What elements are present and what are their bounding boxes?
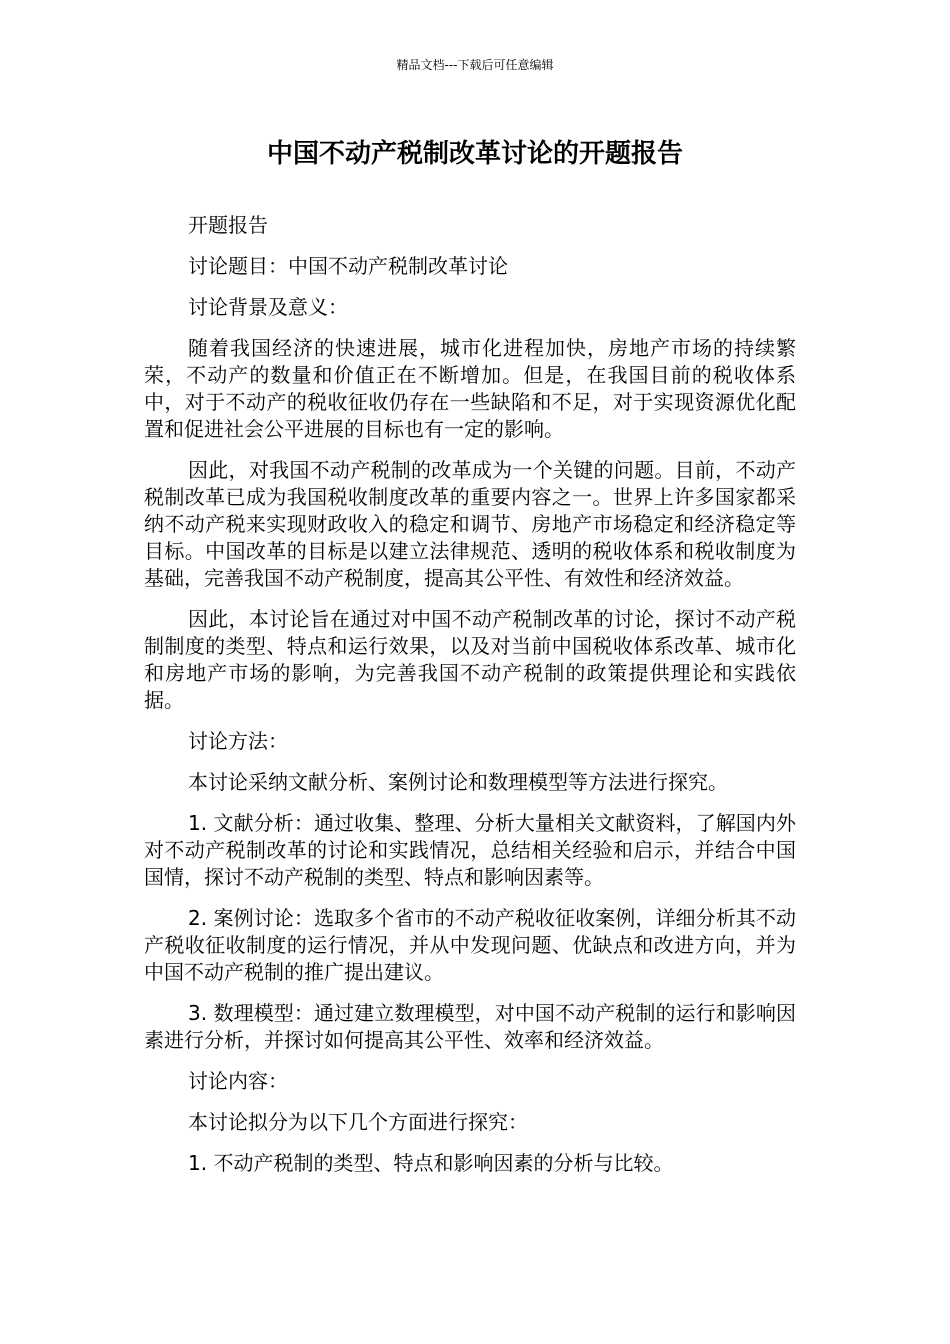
paragraph-content-heading: 讨论内容： [188, 1069, 288, 1093]
header-note: 精品文档---下载后可任意编辑 [396, 58, 554, 72]
document-body [144, 212, 796, 1191]
paragraph-background-heading: 讨论背景及意义： [188, 295, 348, 319]
paragraph-background-2: 因此，对我国不动产税制的改革成为一个关键的问题。目前，不动产税制改革已成为我国税收制度改革的重要内容之一。世界上许多国家都采纳不动产税来实现财政收入的稳定和调节、房地产市场稳定和经济稳定等目标。中国改革的目标是以建立法律规范、透明的税收体系和税收制度为基础，完善我国不动产税制度，提高其公平性、有效性和经济效益。 [144, 458, 796, 590]
paragraph-topic: 讨论题目：中国不动产税制改革讨论 [188, 254, 508, 278]
paragraph-method-intro: 本讨论采纳文献分析、案例讨论和数理模型等方法进行探究。 [188, 770, 728, 794]
paragraph-method-3: 3. 数理模型：通过建立数理模型，对中国不动产税制的运行和影响因素进行分析，并探讨如何提高其公平性、效率和经济效益。 [144, 1001, 796, 1052]
paragraph-content-1: 1. 不动产税制的类型、特点和影响因素的分析与比较。 [188, 1151, 674, 1175]
document-title: 中国不动产税制改革讨论的开题报告 [266, 139, 683, 169]
paragraph-method-1: 1. 文献分析：通过收集、整理、分析大量相关文献资料，了解国内外对不动产税制改革的讨论和实践情况，总结相关经验和启示，并结合中国国情，探讨不动产税制的类型、特点和影响因素等。 [144, 811, 796, 889]
paragraph-report-label: 开题报告 [188, 213, 268, 237]
paragraph-method-2: 2. 案例讨论：选取多个省市的不动产税收征收案例，详细分析其不动产税收征收制度的运行情况，并从中发现问题、优缺点和改进方向，并为中国不动产税制的推广提出建议。 [144, 906, 796, 984]
paragraph-content-intro: 本讨论拟分为以下几个方面进行探究： [188, 1110, 528, 1134]
paragraph-method-heading: 讨论方法： [188, 729, 288, 753]
paragraph-background-3: 因此，本讨论旨在通过对中国不动产税制改革的讨论，探讨不动产税制制度的类型、特点和运行效果，以及对当前中国税收体系改革、城市化和房地产市场的影响，为完善我国不动产税制的政策提供理论和实践依据。 [144, 607, 796, 712]
paragraph-background-1: 随着我国经济的快速进展，城市化进程加快，房地产市场的持续繁荣，不动产的数量和价值正在不断增加。但是，在我国目前的税收体系中，对于不动产的税收征收仍存在一些缺陷和不足，对于实现资源优化配置和促进社会公平进展的目标也有一定的影响。 [144, 336, 796, 441]
